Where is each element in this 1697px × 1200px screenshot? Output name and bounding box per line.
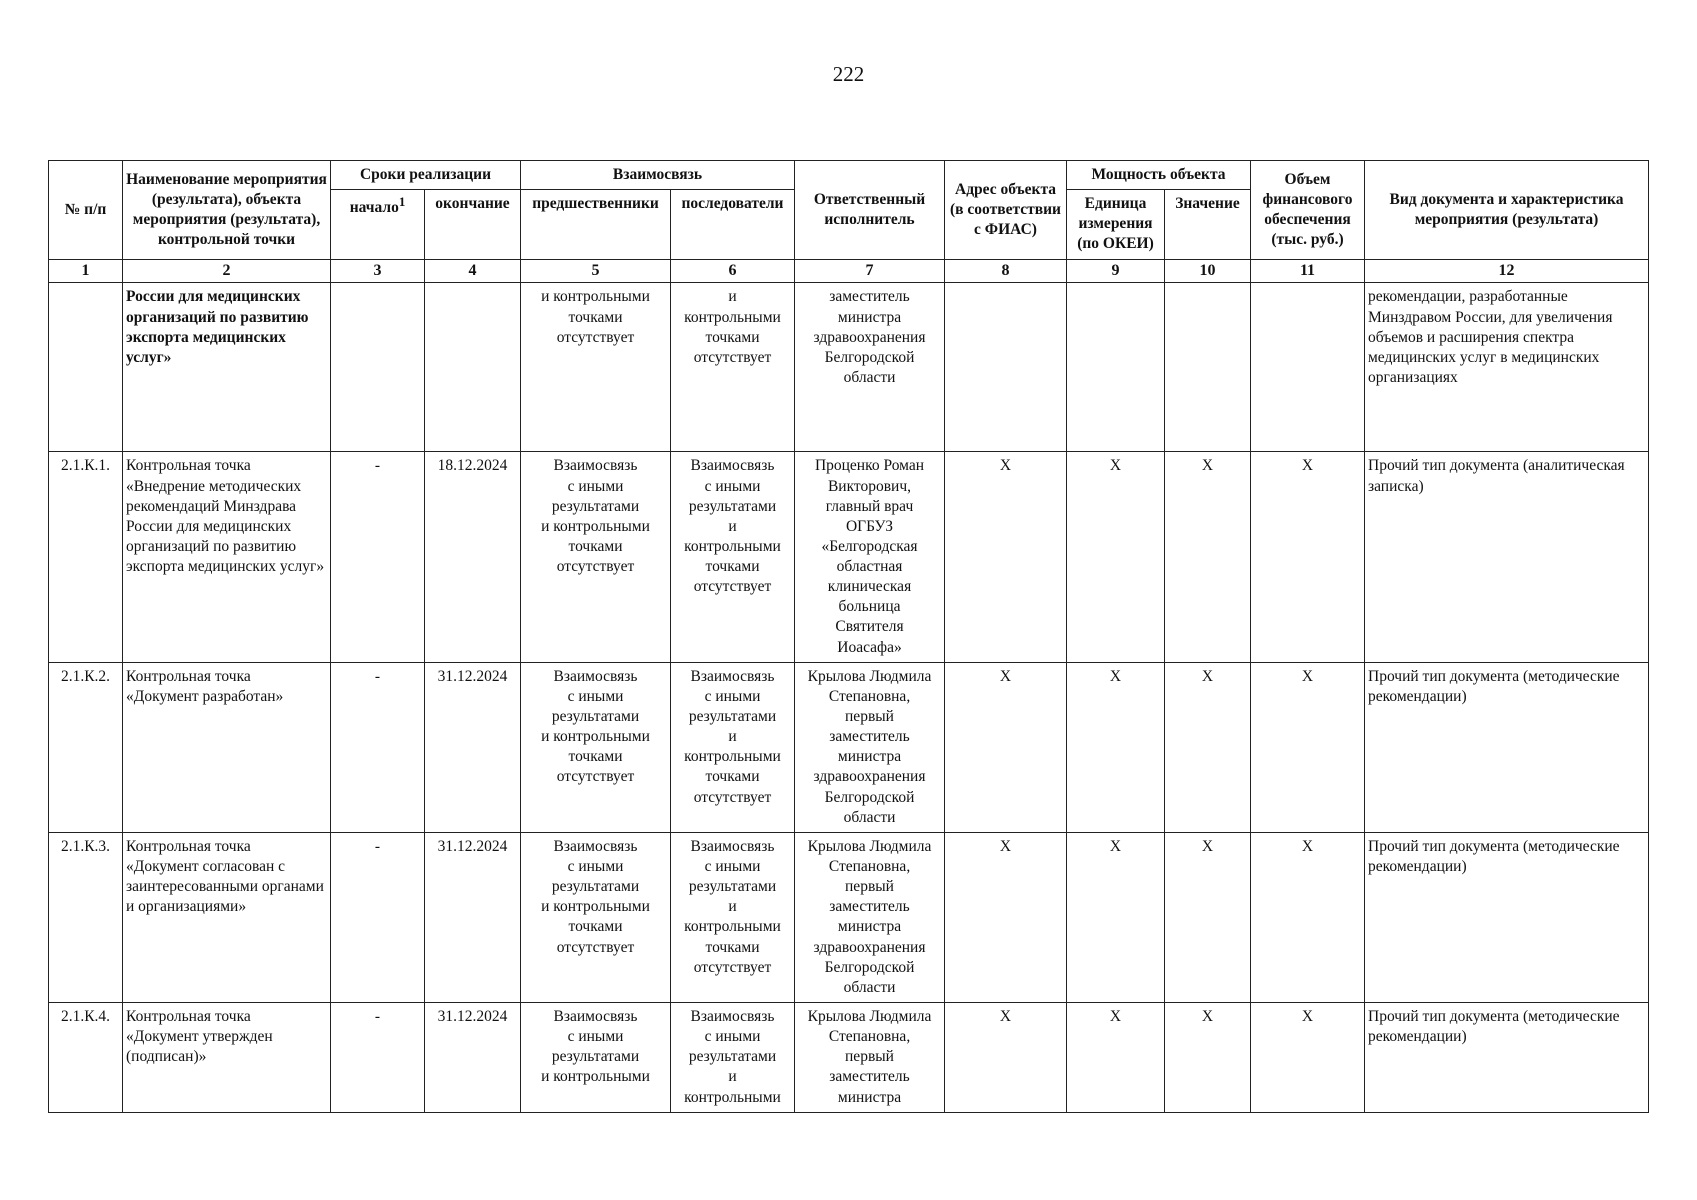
column-number: 12 xyxy=(1365,259,1649,283)
row-value: X xyxy=(1165,1003,1251,1113)
implementation-plan-table xyxy=(48,160,1649,1113)
page-number: 222 xyxy=(832,62,865,86)
row-id: 2.1.К.2. xyxy=(49,662,123,832)
row-successors: Взаимосвязь с иными результатами и контрольными точками отсутствует xyxy=(671,662,795,832)
row-document: Прочий тип документа (аналитическая записка) xyxy=(1365,452,1649,662)
table-row xyxy=(49,662,1649,832)
row-start: - xyxy=(331,832,425,1002)
row-address: X xyxy=(945,832,1067,1002)
row-value: X xyxy=(1165,832,1251,1002)
column-number: 1 xyxy=(49,259,123,283)
row-responsible: Крылова Людмила Степановна, первый заместитель министра здравоохранения Белгородской области xyxy=(795,832,945,1002)
header-document: Вид документа и характеристика мероприятия (результата) xyxy=(1365,161,1649,260)
header-unit: Единица измерения (по ОКЕИ) xyxy=(1067,190,1165,259)
row-successors: Взаимосвязь с иными результатами и контрольными xyxy=(671,1003,795,1113)
row-finance xyxy=(1251,283,1365,452)
row-start: - xyxy=(331,1003,425,1113)
header-finance: Объем финансового обеспечения (тыс. руб.) xyxy=(1251,161,1365,260)
header-relation-group: Взаимосвязь xyxy=(521,161,795,190)
row-responsible: Крылова Людмила Степановна, первый заместитель министра здравоохранения Белгородской области xyxy=(795,662,945,832)
header-start xyxy=(331,190,425,259)
column-number: 6 xyxy=(671,259,795,283)
row-id xyxy=(49,283,123,452)
header-terms-group: Сроки реализации xyxy=(331,161,521,190)
column-number: 11 xyxy=(1251,259,1365,283)
row-predecessors: Взаимосвязь с иными результатами и контрольными точками отсутствует xyxy=(521,662,671,832)
row-predecessors: Взаимосвязь с иными результатами и контрольными точками отсутствует xyxy=(521,832,671,1002)
row-responsible: заместитель министра здравоохранения Белгородской области xyxy=(795,283,945,452)
row-address: X xyxy=(945,1003,1067,1113)
row-responsible: Крылова Людмила Степановна, первый заместитель министра xyxy=(795,1003,945,1113)
row-document: Прочий тип документа (методические рекомендации) xyxy=(1365,832,1649,1002)
row-name: Контрольная точка «Документ согласован с заинтересованными органами и организациями» xyxy=(123,832,331,1002)
table-row xyxy=(49,832,1649,1002)
row-unit: X xyxy=(1067,452,1165,662)
row-finance: X xyxy=(1251,662,1365,832)
header-name: Наименование мероприятия (результата), объекта мероприятия (результата), контрольной точки xyxy=(123,161,331,260)
row-name: России для медицинских организаций по развитию экспорта медицинских услуг» xyxy=(123,283,331,452)
row-name: Контрольная точка «Документ разработан» xyxy=(123,662,331,832)
column-number: 5 xyxy=(521,259,671,283)
row-predecessors: Взаимосвязь с иными результатами и контрольными xyxy=(521,1003,671,1113)
row-unit xyxy=(1067,283,1165,452)
header-start-footnote: 1 xyxy=(398,194,406,210)
row-end: 31.12.2024 xyxy=(425,832,521,1002)
header-predecessors: предшественники xyxy=(521,190,671,259)
column-number: 8 xyxy=(945,259,1067,283)
header-end: окончание xyxy=(425,190,521,259)
row-address: X xyxy=(945,452,1067,662)
row-start xyxy=(331,283,425,452)
row-name: Контрольная точка «Внедрение методических рекомендаций Минздрава России для медицинских организаций по развитию экспорта медицинских услуг» xyxy=(123,452,331,662)
table-row xyxy=(49,283,1649,452)
row-unit: X xyxy=(1067,662,1165,832)
row-start: - xyxy=(331,662,425,832)
row-value xyxy=(1165,283,1251,452)
row-address: X xyxy=(945,662,1067,832)
row-name: Контрольная точка «Документ утвержден (подписан)» xyxy=(123,1003,331,1113)
row-successors: и контрольными точками отсутствует xyxy=(671,283,795,452)
row-start: - xyxy=(331,452,425,662)
column-number: 4 xyxy=(425,259,521,283)
row-id: 2.1.К.1. xyxy=(49,452,123,662)
row-address xyxy=(945,283,1067,452)
header-value: Значение xyxy=(1165,190,1251,259)
row-end: 31.12.2024 xyxy=(425,1003,521,1113)
row-finance: X xyxy=(1251,1003,1365,1113)
table-row xyxy=(49,1003,1649,1113)
row-responsible: Проценко Роман Викторович, главный врач ОГБУЗ «Белгородская областная клиническая больница Святителя Иоасафа» xyxy=(795,452,945,662)
header-successors: последователи xyxy=(671,190,795,259)
row-end: 18.12.2024 xyxy=(425,452,521,662)
row-unit: X xyxy=(1067,1003,1165,1113)
row-value: X xyxy=(1165,662,1251,832)
header-start-label: начало xyxy=(349,199,399,217)
header-responsible: Ответственный исполнитель xyxy=(795,161,945,260)
row-document: рекомендации, разработанные Минздравом России, для увеличения объемов и расширения спектра медицинских услуг в медицинских организациях xyxy=(1365,283,1649,452)
column-number: 9 xyxy=(1067,259,1165,283)
header-number: № п/п xyxy=(49,161,123,260)
row-id: 2.1.К.4. xyxy=(49,1003,123,1113)
row-end xyxy=(425,283,521,452)
row-successors: Взаимосвязь с иными результатами и контрольными точками отсутствует xyxy=(671,452,795,662)
row-unit: X xyxy=(1067,832,1165,1002)
column-number: 10 xyxy=(1165,259,1251,283)
row-finance: X xyxy=(1251,832,1365,1002)
row-predecessors: Взаимосвязь с иными результатами и контрольными точками отсутствует xyxy=(521,452,671,662)
header-address: Адрес объекта (в соответствии с ФИАС) xyxy=(945,161,1067,260)
table-row xyxy=(49,452,1649,662)
row-finance: X xyxy=(1251,452,1365,662)
column-number: 3 xyxy=(331,259,425,283)
column-number: 2 xyxy=(123,259,331,283)
row-successors: Взаимосвязь с иными результатами и контрольными точками отсутствует xyxy=(671,832,795,1002)
row-value: X xyxy=(1165,452,1251,662)
row-id: 2.1.К.3. xyxy=(49,832,123,1002)
column-number: 7 xyxy=(795,259,945,283)
header-capacity-group: Мощность объекта xyxy=(1067,161,1251,190)
row-predecessors: и контрольными точками отсутствует xyxy=(521,283,671,452)
row-document: Прочий тип документа (методические рекомендации) xyxy=(1365,1003,1649,1113)
row-end: 31.12.2024 xyxy=(425,662,521,832)
row-document: Прочий тип документа (методические рекомендации) xyxy=(1365,662,1649,832)
